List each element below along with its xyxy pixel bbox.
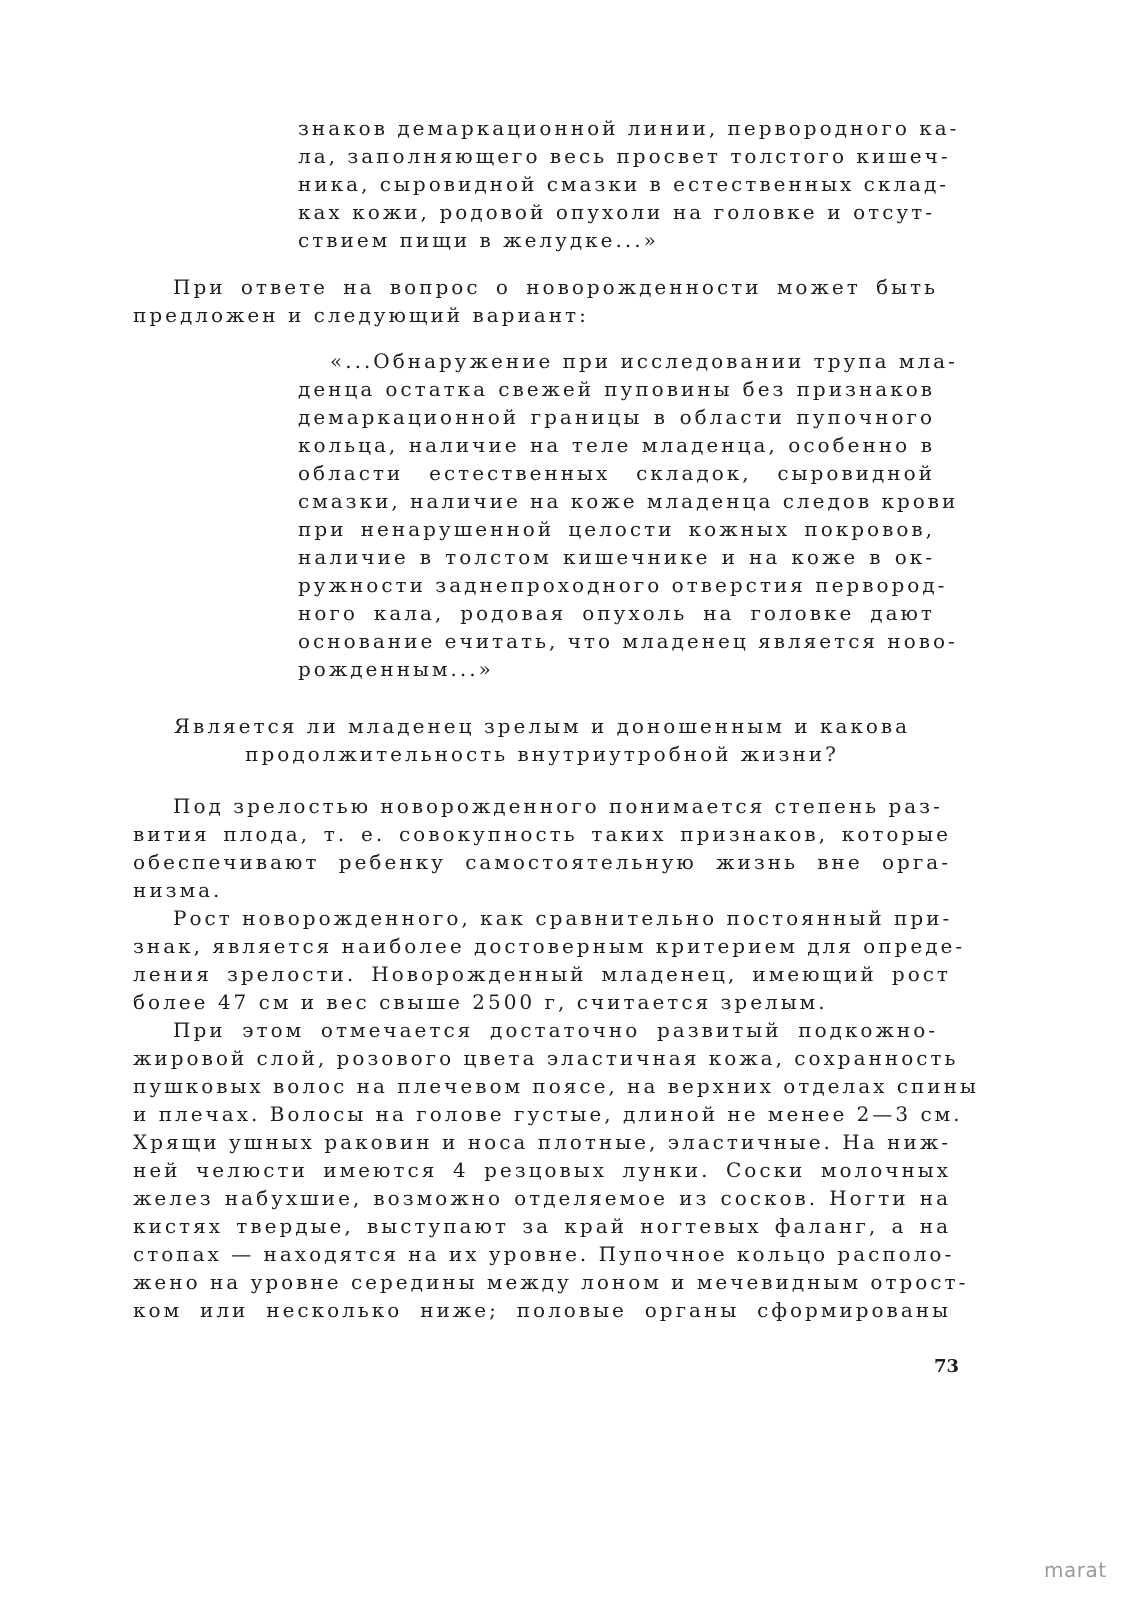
paragraph-line: При этом отмечается достаточно развитый подкожно- [173, 1018, 938, 1042]
paragraph-line: знак, является наиболее достоверным критерием для опреде- [133, 934, 966, 958]
paragraph-line: кистях твердые, выступают за край ногтевых фаланг, а на [133, 1214, 951, 1238]
quote-line: ника, сыровидной смазки в естественных склад- [298, 172, 950, 196]
paragraph-line: ком или несколько ниже; половые органы сформированы [133, 1298, 951, 1322]
paragraph-line: жено на уровне середины между лоном и мечевидным отрост- [133, 1270, 969, 1294]
paragraph-line: пушковых волос на плечевом поясе, на верхних отделах спины [133, 1074, 979, 1098]
paragraph-line: желез набухшие, возможно отделяемое из сосков. Ногти на [133, 1186, 951, 1210]
quote-line: демаркационной границы в области пупочного [298, 405, 935, 429]
paragraph-line: обеспечивают ребенку самостоятельную жизнь вне орга- [133, 850, 951, 874]
paragraph-line: ней челюсти имеются 4 резцовых лунки. Соски молочных [133, 1158, 951, 1182]
quote-line: области естественных складок, сыровидной [298, 461, 935, 485]
paragraph-line: вития плода, т. е. совокупность таких признаков, которые [133, 822, 951, 846]
quote-line: денца остатка свежей пуповины без признаков [298, 377, 935, 401]
quote-line: смазки, наличие на коже младенца следов крови [298, 489, 959, 513]
quote-line: при ненарушенной целости кожных покровов, [298, 517, 935, 541]
paragraph-line: жировой слой, розового цвета эластичная кожа, сохранность [133, 1046, 959, 1070]
quote-line: основание ечитать, что младенец является ново- [298, 629, 958, 653]
paragraph-line: низма. [133, 878, 223, 902]
quote-line: ках кожи, родовой опухоли на головке и отсут- [298, 200, 935, 224]
quote-line: ружности заднепроходного отверстия первород- [298, 573, 948, 597]
quote-line: ствием пищи в желудке...» [298, 228, 659, 252]
page-number: 73 [934, 1356, 960, 1377]
quote-line: «...Обнаружение при исследовании трупа мла- [330, 349, 958, 373]
quote-line: знаков демаркационной линии, первородного ка- [298, 116, 960, 140]
paragraph-line: более 47 см и вес свыше 2500 г, считается зрелым. [133, 990, 828, 1014]
heading-line: Является ли младенец зрелым и доношенным и какова [173, 714, 911, 738]
paragraph-line: Под зрелостью новорожденного понимается степень раз- [173, 794, 943, 818]
quote-line: кольца, наличие на теле младенца, особенно в [298, 433, 935, 457]
quote-line: рожденным...» [298, 657, 494, 681]
quote-line: наличие в толстом кишечнике и на коже в ок- [298, 545, 935, 569]
paragraph-line: ления зрелости. Новорожденный младенец, имеющий рост [133, 962, 951, 986]
paragraph-line: стопах — находятся на их уровне. Пупочное кольцо располо- [133, 1242, 955, 1266]
paragraph-line: Хрящи ушных раковин и носа плотные, эластичные. На ниж- [133, 1130, 951, 1154]
quote-line: ла, заполняющего весь просвет толстого кишеч- [298, 144, 951, 168]
paragraph-line: Рост новорожденного, как сравнительно постоянный при- [173, 906, 953, 930]
heading-line: продолжительность внутриутробной жизни? [245, 742, 839, 766]
paragraph-line: При ответе на вопрос о новорожденности может быть [173, 275, 938, 299]
quote-line: ного кала, родовая опухоль на головке дают [298, 601, 935, 625]
watermark: marat [1044, 1558, 1107, 1582]
paragraph-line: и плечах. Волосы на голове густые, длиной не менее 2—3 см. [133, 1102, 963, 1126]
paragraph-line: предложен и следующий вариант: [133, 303, 589, 327]
